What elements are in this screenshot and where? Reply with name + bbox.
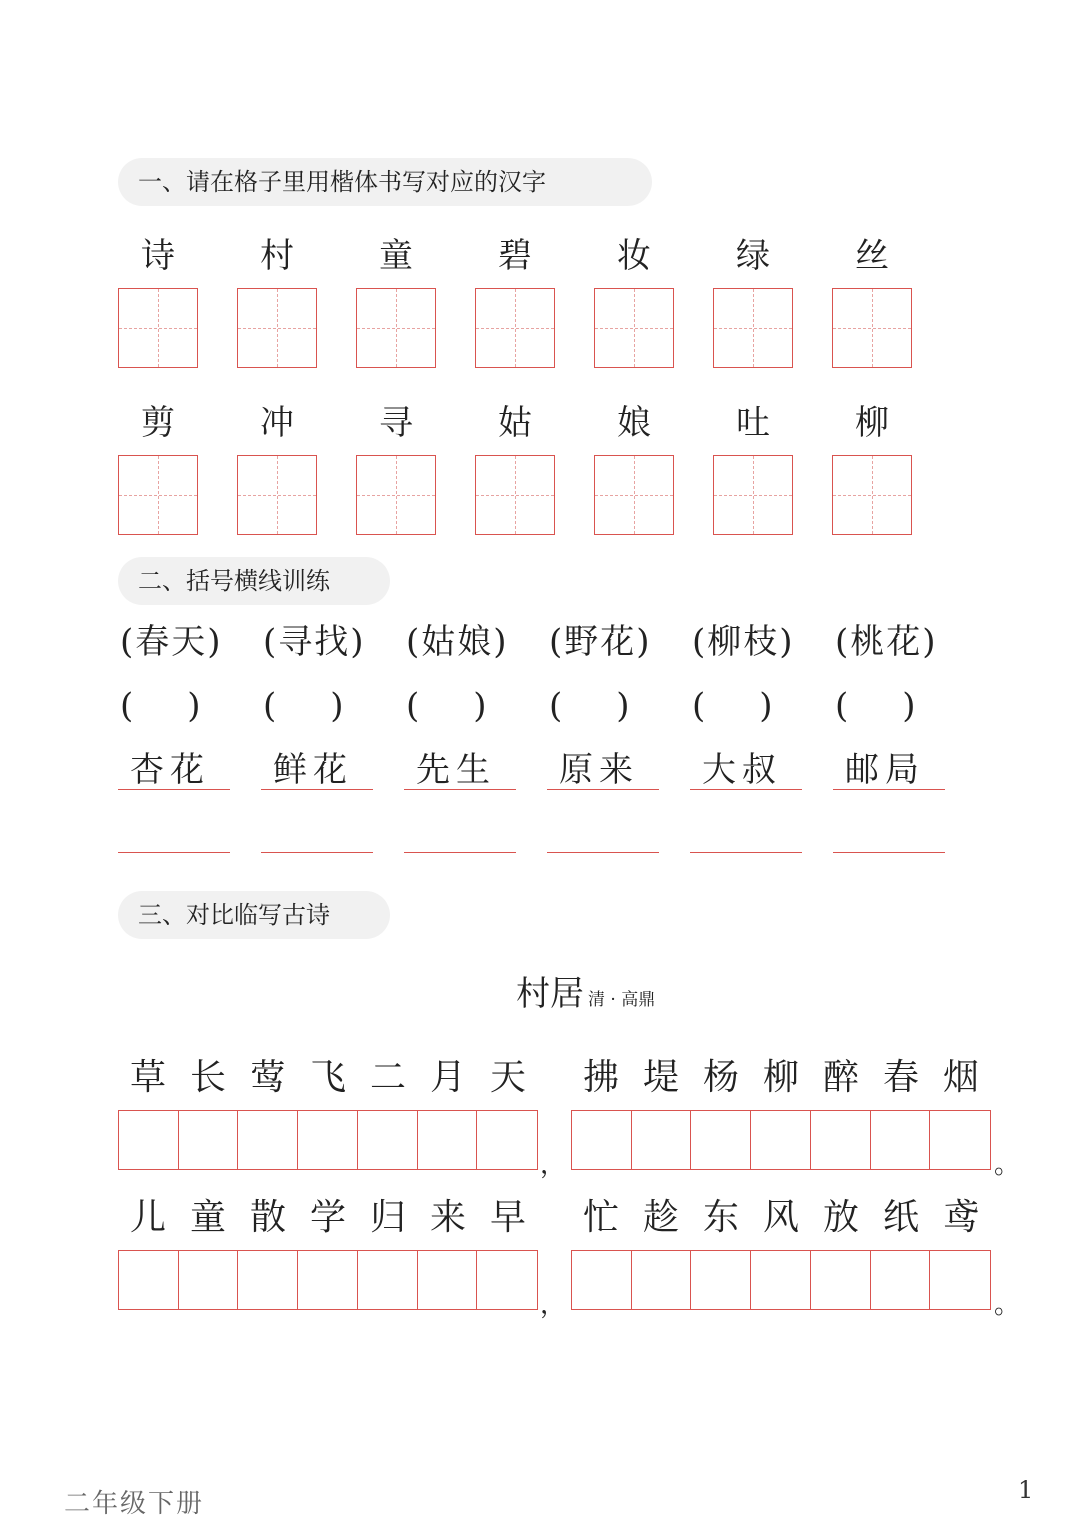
char-label: 诗 [141, 236, 175, 276]
poem-char: 纸 [882, 1197, 919, 1238]
line-word: 杏花 [130, 750, 210, 790]
line-word: 鲜花 [273, 750, 353, 790]
poem-char: 莺 [249, 1057, 286, 1098]
char-label: 丝 [855, 236, 889, 276]
grid-cell[interactable] [358, 1251, 418, 1309]
writing-line[interactable] [404, 852, 516, 853]
grid-cell[interactable] [751, 1111, 811, 1169]
word-underline [404, 789, 516, 790]
char-label: 娘 [617, 403, 651, 443]
tianzige-box[interactable] [237, 288, 317, 368]
poem-char: 放 [822, 1197, 859, 1238]
poem-char: 柳 [762, 1057, 799, 1098]
line-word: 原来 [559, 750, 639, 790]
grid-cell[interactable] [477, 1251, 537, 1309]
grid-cell[interactable] [691, 1251, 751, 1309]
poem-char: 早 [489, 1197, 526, 1238]
poem-char: 东 [702, 1197, 739, 1238]
section-1-title: 一、请在格子里用楷体书写对应的汉字 [138, 168, 546, 196]
grid-cell[interactable] [751, 1251, 811, 1309]
char-label: 村 [260, 236, 294, 276]
writing-grid[interactable] [571, 1250, 991, 1310]
poem-char: 天 [489, 1057, 526, 1098]
line-word: 大叔 [702, 750, 782, 790]
writing-line[interactable] [261, 852, 373, 853]
poem-char: 归 [369, 1197, 406, 1238]
tianzige-box[interactable] [237, 455, 317, 535]
grid-cell[interactable] [632, 1111, 692, 1169]
tianzige-box[interactable] [475, 288, 555, 368]
tianzige-box[interactable] [475, 455, 555, 535]
writing-grid[interactable] [118, 1250, 538, 1310]
grid-cell[interactable] [871, 1251, 931, 1309]
poem-char: 忙 [582, 1197, 619, 1238]
tianzige-box[interactable] [118, 455, 198, 535]
poem-title: 村居 [516, 974, 584, 1014]
paren-blank[interactable]: ( ) [692, 686, 773, 726]
grid-cell[interactable] [811, 1251, 871, 1309]
poem-char: 月 [429, 1057, 466, 1098]
tianzige-box[interactable] [832, 288, 912, 368]
grid-cell[interactable] [632, 1251, 692, 1309]
section-2-title: 二、括号横线训练 [138, 567, 330, 595]
grid-cell[interactable] [119, 1111, 179, 1169]
grid-cell[interactable] [572, 1251, 632, 1309]
poem-char: 儿 [129, 1197, 166, 1238]
paren-blank[interactable]: ( ) [549, 686, 630, 726]
char-label: 寻 [379, 403, 413, 443]
section-2-header [118, 557, 390, 605]
poem-author: 清 · 高鼎 [588, 990, 656, 1010]
char-label: 吐 [736, 403, 770, 443]
poem-char: 飞 [309, 1057, 346, 1098]
poem-char: 风 [762, 1197, 799, 1238]
poem-char: 散 [249, 1197, 286, 1238]
grid-cell[interactable] [871, 1111, 931, 1169]
grid-cell[interactable] [119, 1251, 179, 1309]
line-word: 先生 [416, 750, 496, 790]
char-label: 剪 [141, 403, 175, 443]
paren-word: (野花) [549, 622, 652, 662]
word-underline [547, 789, 659, 790]
grid-cell[interactable] [930, 1251, 990, 1309]
period: 。 [994, 1290, 1021, 1320]
writing-line[interactable] [118, 852, 230, 853]
grid-cell[interactable] [298, 1251, 358, 1309]
grid-cell[interactable] [358, 1111, 418, 1169]
section-3-header [118, 891, 390, 939]
tianzige-box[interactable] [832, 455, 912, 535]
footer-grade: 二年级下册 [64, 1489, 205, 1519]
line-word: 邮局 [845, 750, 925, 790]
poem-char: 趁 [642, 1197, 679, 1238]
grid-cell[interactable] [238, 1251, 298, 1309]
grid-cell[interactable] [298, 1111, 358, 1169]
paren-word: (寻找) [263, 622, 366, 662]
poem-char: 春 [882, 1057, 919, 1098]
period: 。 [994, 1150, 1021, 1180]
poem-heading [516, 974, 655, 1020]
grid-cell[interactable] [238, 1111, 298, 1169]
paren-word: (姑娘) [406, 622, 509, 662]
poem-char: 来 [429, 1197, 466, 1238]
paren-word: (桃花) [835, 622, 938, 662]
poem-char: 醉 [822, 1057, 859, 1098]
section-3-title: 三、对比临写古诗 [138, 901, 330, 929]
grid-cell[interactable] [418, 1111, 478, 1169]
writing-line[interactable] [547, 852, 659, 853]
poem-char: 堤 [642, 1057, 679, 1098]
paren-blank[interactable]: ( ) [406, 686, 487, 726]
poem-char: 烟 [942, 1057, 979, 1098]
grid-cell[interactable] [572, 1111, 632, 1169]
poem-char: 长 [189, 1057, 226, 1098]
writing-grid[interactable] [571, 1110, 991, 1170]
paren-word: (春天) [120, 622, 223, 662]
poem-char: 拂 [582, 1057, 619, 1098]
comma: ， [540, 1290, 567, 1320]
page-number: 1 [1018, 1476, 1034, 1504]
word-underline [833, 789, 945, 790]
writing-line[interactable] [690, 852, 802, 853]
paren-blank[interactable]: ( ) [835, 686, 916, 726]
comma: ， [540, 1150, 567, 1180]
writing-grid[interactable] [118, 1110, 538, 1170]
paren-blank[interactable]: ( ) [263, 686, 344, 726]
poem-char: 鸢 [942, 1197, 979, 1238]
char-label: 柳 [855, 403, 889, 443]
char-label: 冲 [260, 403, 294, 443]
poem-char: 草 [129, 1057, 166, 1098]
tianzige-box[interactable] [594, 288, 674, 368]
tianzige-box[interactable] [594, 455, 674, 535]
grid-cell[interactable] [418, 1251, 478, 1309]
grid-cell[interactable] [930, 1111, 990, 1169]
tianzige-box[interactable] [356, 455, 436, 535]
grid-cell[interactable] [691, 1111, 751, 1169]
grid-cell[interactable] [811, 1111, 871, 1169]
grid-cell[interactable] [477, 1111, 537, 1169]
writing-line[interactable] [833, 852, 945, 853]
tianzige-box[interactable] [713, 455, 793, 535]
char-label: 碧 [498, 236, 532, 276]
grid-cell[interactable] [179, 1251, 239, 1309]
char-label: 绿 [736, 236, 770, 276]
tianzige-box[interactable] [118, 288, 198, 368]
grid-cell[interactable] [179, 1111, 239, 1169]
section-1-header [118, 158, 652, 206]
poem-char: 学 [309, 1197, 346, 1238]
tianzige-box[interactable] [356, 288, 436, 368]
char-label: 童 [379, 236, 413, 276]
paren-blank[interactable]: ( ) [120, 686, 201, 726]
word-underline [118, 789, 230, 790]
word-underline [690, 789, 802, 790]
poem-char: 杨 [702, 1057, 739, 1098]
char-label: 妆 [617, 236, 651, 276]
char-label: 姑 [498, 403, 532, 443]
poem-char: 二 [369, 1057, 406, 1098]
paren-word: (柳枝) [692, 622, 795, 662]
word-underline [261, 789, 373, 790]
tianzige-box[interactable] [713, 288, 793, 368]
poem-char: 童 [189, 1197, 226, 1238]
